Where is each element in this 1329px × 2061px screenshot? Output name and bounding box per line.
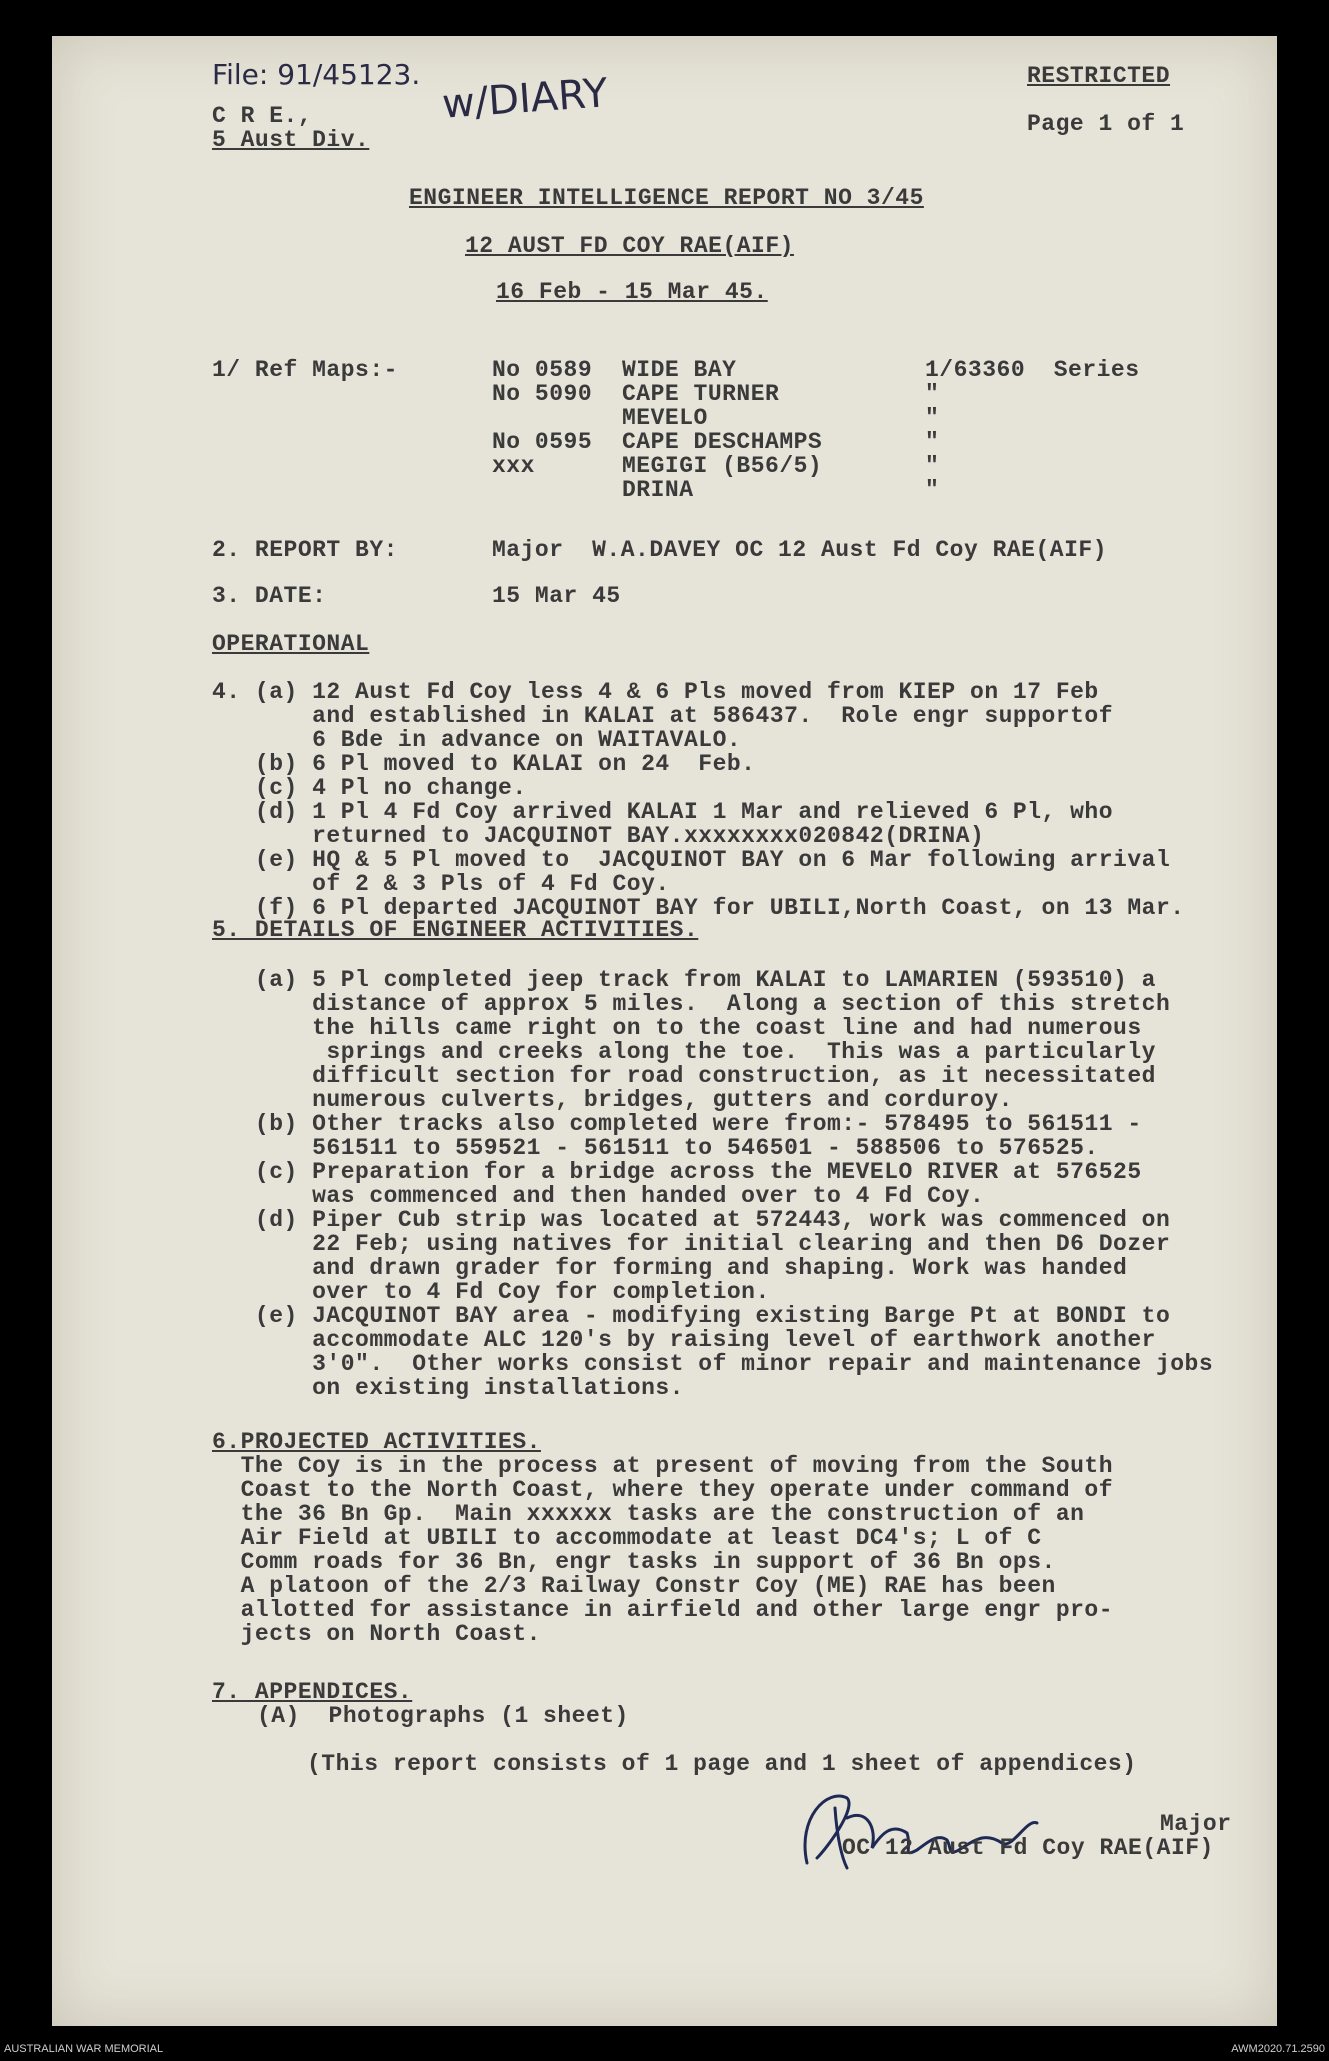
handwritten-diary-note: w/DIARY [440, 70, 610, 128]
report-title: ENGINEER INTELLIGENCE REPORT NO 3/45 [409, 185, 924, 211]
map-name: CAPE DESCHAMPS [622, 429, 823, 455]
map-number: No 5090 [492, 381, 593, 407]
text-line: springs and creeks along the toe. This was a particularly [212, 1039, 1156, 1065]
text-line: (e) HQ & 5 Pl moved to JACQUINOT BAY on 6 Mar following arrival [212, 847, 1171, 873]
signature-unit: OC 12 Aust Fd Coy RAE(AIF) [842, 1835, 1214, 1861]
map-name: DRINA [622, 477, 694, 503]
signature-rank: Major [1160, 1811, 1232, 1837]
map-name: MEGIGI (B56/5) [622, 453, 823, 479]
document-page [52, 36, 1277, 2026]
text-line: (a) 5 Pl completed jeep track from KALAI to LAMARIEN (593510) a [212, 967, 1156, 993]
appendices-heading: 7. APPENDICES. [212, 1679, 413, 1705]
appendix-item: (A) Photographs (1 sheet) [257, 1703, 629, 1729]
classification-stamp: RESTRICTED [1027, 63, 1171, 89]
text-line: distance of approx 5 miles. Along a section of this stretch [212, 991, 1171, 1017]
text-line: The Coy is in the process at present of moving from the South [212, 1453, 1114, 1479]
map-name: WIDE BAY [622, 357, 737, 383]
date-label: 3. DATE: [212, 583, 327, 609]
text-line: difficult section for road construction, as it necessitated [212, 1063, 1156, 1089]
map-scale: " [925, 477, 940, 503]
footer-archive-id: AWM2020.71.2590 [1231, 2043, 1325, 2055]
text-line: accommodate ALC 120's by raising level of earthwork another [212, 1327, 1156, 1353]
map-name: CAPE TURNER [622, 381, 780, 407]
text-line: numerous culverts, bridges, gutters and corduroy. [212, 1087, 1013, 1113]
details-heading: 5. DETAILS OF ENGINEER ACTIVITIES. [212, 917, 699, 943]
text-line: 22 Feb; using natives for initial clearing and then D6 Dozer [212, 1231, 1171, 1257]
map-number: No 0595 [492, 429, 593, 455]
text-line: (f) 6 Pl departed JACQUINOT BAY for UBILI,North Coast, on 13 Mar. [212, 895, 1185, 921]
appendices-note: (This report consists of 1 page and 1 sheet of appendices) [307, 1751, 1137, 1777]
text-line: (c) 4 Pl no change. [212, 775, 527, 801]
text-line: over to 4 Fd Coy for completion. [212, 1279, 770, 1305]
map-scale: 1/63360 Series [925, 357, 1140, 383]
map-scale: " [925, 381, 940, 407]
operational-heading: OPERATIONAL [212, 631, 370, 657]
text-line: Comm roads for 36 Bn, engr tasks in support of 36 Bn ops. [212, 1549, 1056, 1575]
map-number: No 0589 [492, 357, 593, 383]
projected-heading: 6.PROJECTED ACTIVITIES. [212, 1429, 541, 1455]
date-value: 15 Mar 45 [492, 583, 621, 609]
map-name: MEVELO [622, 405, 708, 431]
text-line: (b) Other tracks also completed were from:- 578495 to 561511 - [212, 1111, 1142, 1137]
map-scale: " [925, 429, 940, 455]
period-title: 16 Feb - 15 Mar 45. [496, 279, 768, 305]
text-line: the hills came right on to the coast line and had numerous [212, 1015, 1142, 1041]
text-line: returned to JACQUINOT BAY.xxxxxxxx020842(DRINA) [212, 823, 985, 849]
addressee-line-1: C R E., [212, 103, 313, 129]
text-line: the 36 Bn Gp. Main xxxxxx tasks are the construction of an [212, 1501, 1085, 1527]
report-by-value: Major W.A.DAVEY OC 12 Aust Fd Coy RAE(AIF) [492, 537, 1107, 563]
text-line: was commenced and then handed over to 4 Fd Coy. [212, 1183, 985, 1209]
page-number: Page 1 of 1 [1027, 111, 1185, 137]
text-line: jects on North Coast. [212, 1621, 541, 1647]
addressee-line-2: 5 Aust Div. [212, 127, 370, 153]
report-by-label: 2. REPORT BY: [212, 537, 398, 563]
footer-archive-name: AUSTRALIAN WAR MEMORIAL [4, 2043, 164, 2055]
ref-maps-label: 1/ Ref Maps:- [212, 357, 398, 383]
text-line: on existing installations. [212, 1375, 684, 1401]
text-line: Air Field at UBILI to accommodate at least DC4's; L of C [212, 1525, 1042, 1551]
text-line: (b) 6 Pl moved to KALAI on 24 Feb. [212, 751, 756, 777]
unit-title: 12 AUST FD COY RAE(AIF) [465, 233, 794, 259]
text-line: (d) Piper Cub strip was located at 572443, work was commenced on [212, 1207, 1171, 1233]
text-line: A platoon of the 2/3 Railway Constr Coy (ME) RAE has been [212, 1573, 1056, 1599]
map-scale: " [925, 453, 940, 479]
text-line: (d) 1 Pl 4 Fd Coy arrived KALAI 1 Mar and relieved 6 Pl, who [212, 799, 1114, 825]
text-line: Coast to the North Coast, where they operate under command of [212, 1477, 1114, 1503]
map-scale: " [925, 405, 940, 431]
text-line: (e) JACQUINOT BAY area - modifying existing Barge Pt at BONDI to [212, 1303, 1171, 1329]
text-line: 561511 to 559521 - 561511 to 546501 - 588506 to 576525. [212, 1135, 1099, 1161]
text-line: of 2 & 3 Pls of 4 Fd Coy. [212, 871, 670, 897]
text-line: (c) Preparation for a bridge across the MEVELO RIVER at 576525 [212, 1159, 1142, 1185]
handwritten-signature [787, 1778, 1047, 1878]
map-number: xxx [492, 453, 535, 479]
text-line: 3'0". Other works consist of minor repair and maintenance jobs [212, 1351, 1214, 1377]
text-line: 4. (a) 12 Aust Fd Coy less 4 & 6 Pls moved from KIEP on 17 Feb [212, 679, 1099, 705]
text-line: 6 Bde in advance on WAITAVALO. [212, 727, 742, 753]
handwritten-file-reference: File: 91/45123. [212, 58, 421, 91]
text-line: and established in KALAI at 586437. Role engr supportof [212, 703, 1114, 729]
text-line: allotted for assistance in airfield and other large engr pro- [212, 1597, 1114, 1623]
text-line: and drawn grader for forming and shaping. Work was handed [212, 1255, 1128, 1281]
